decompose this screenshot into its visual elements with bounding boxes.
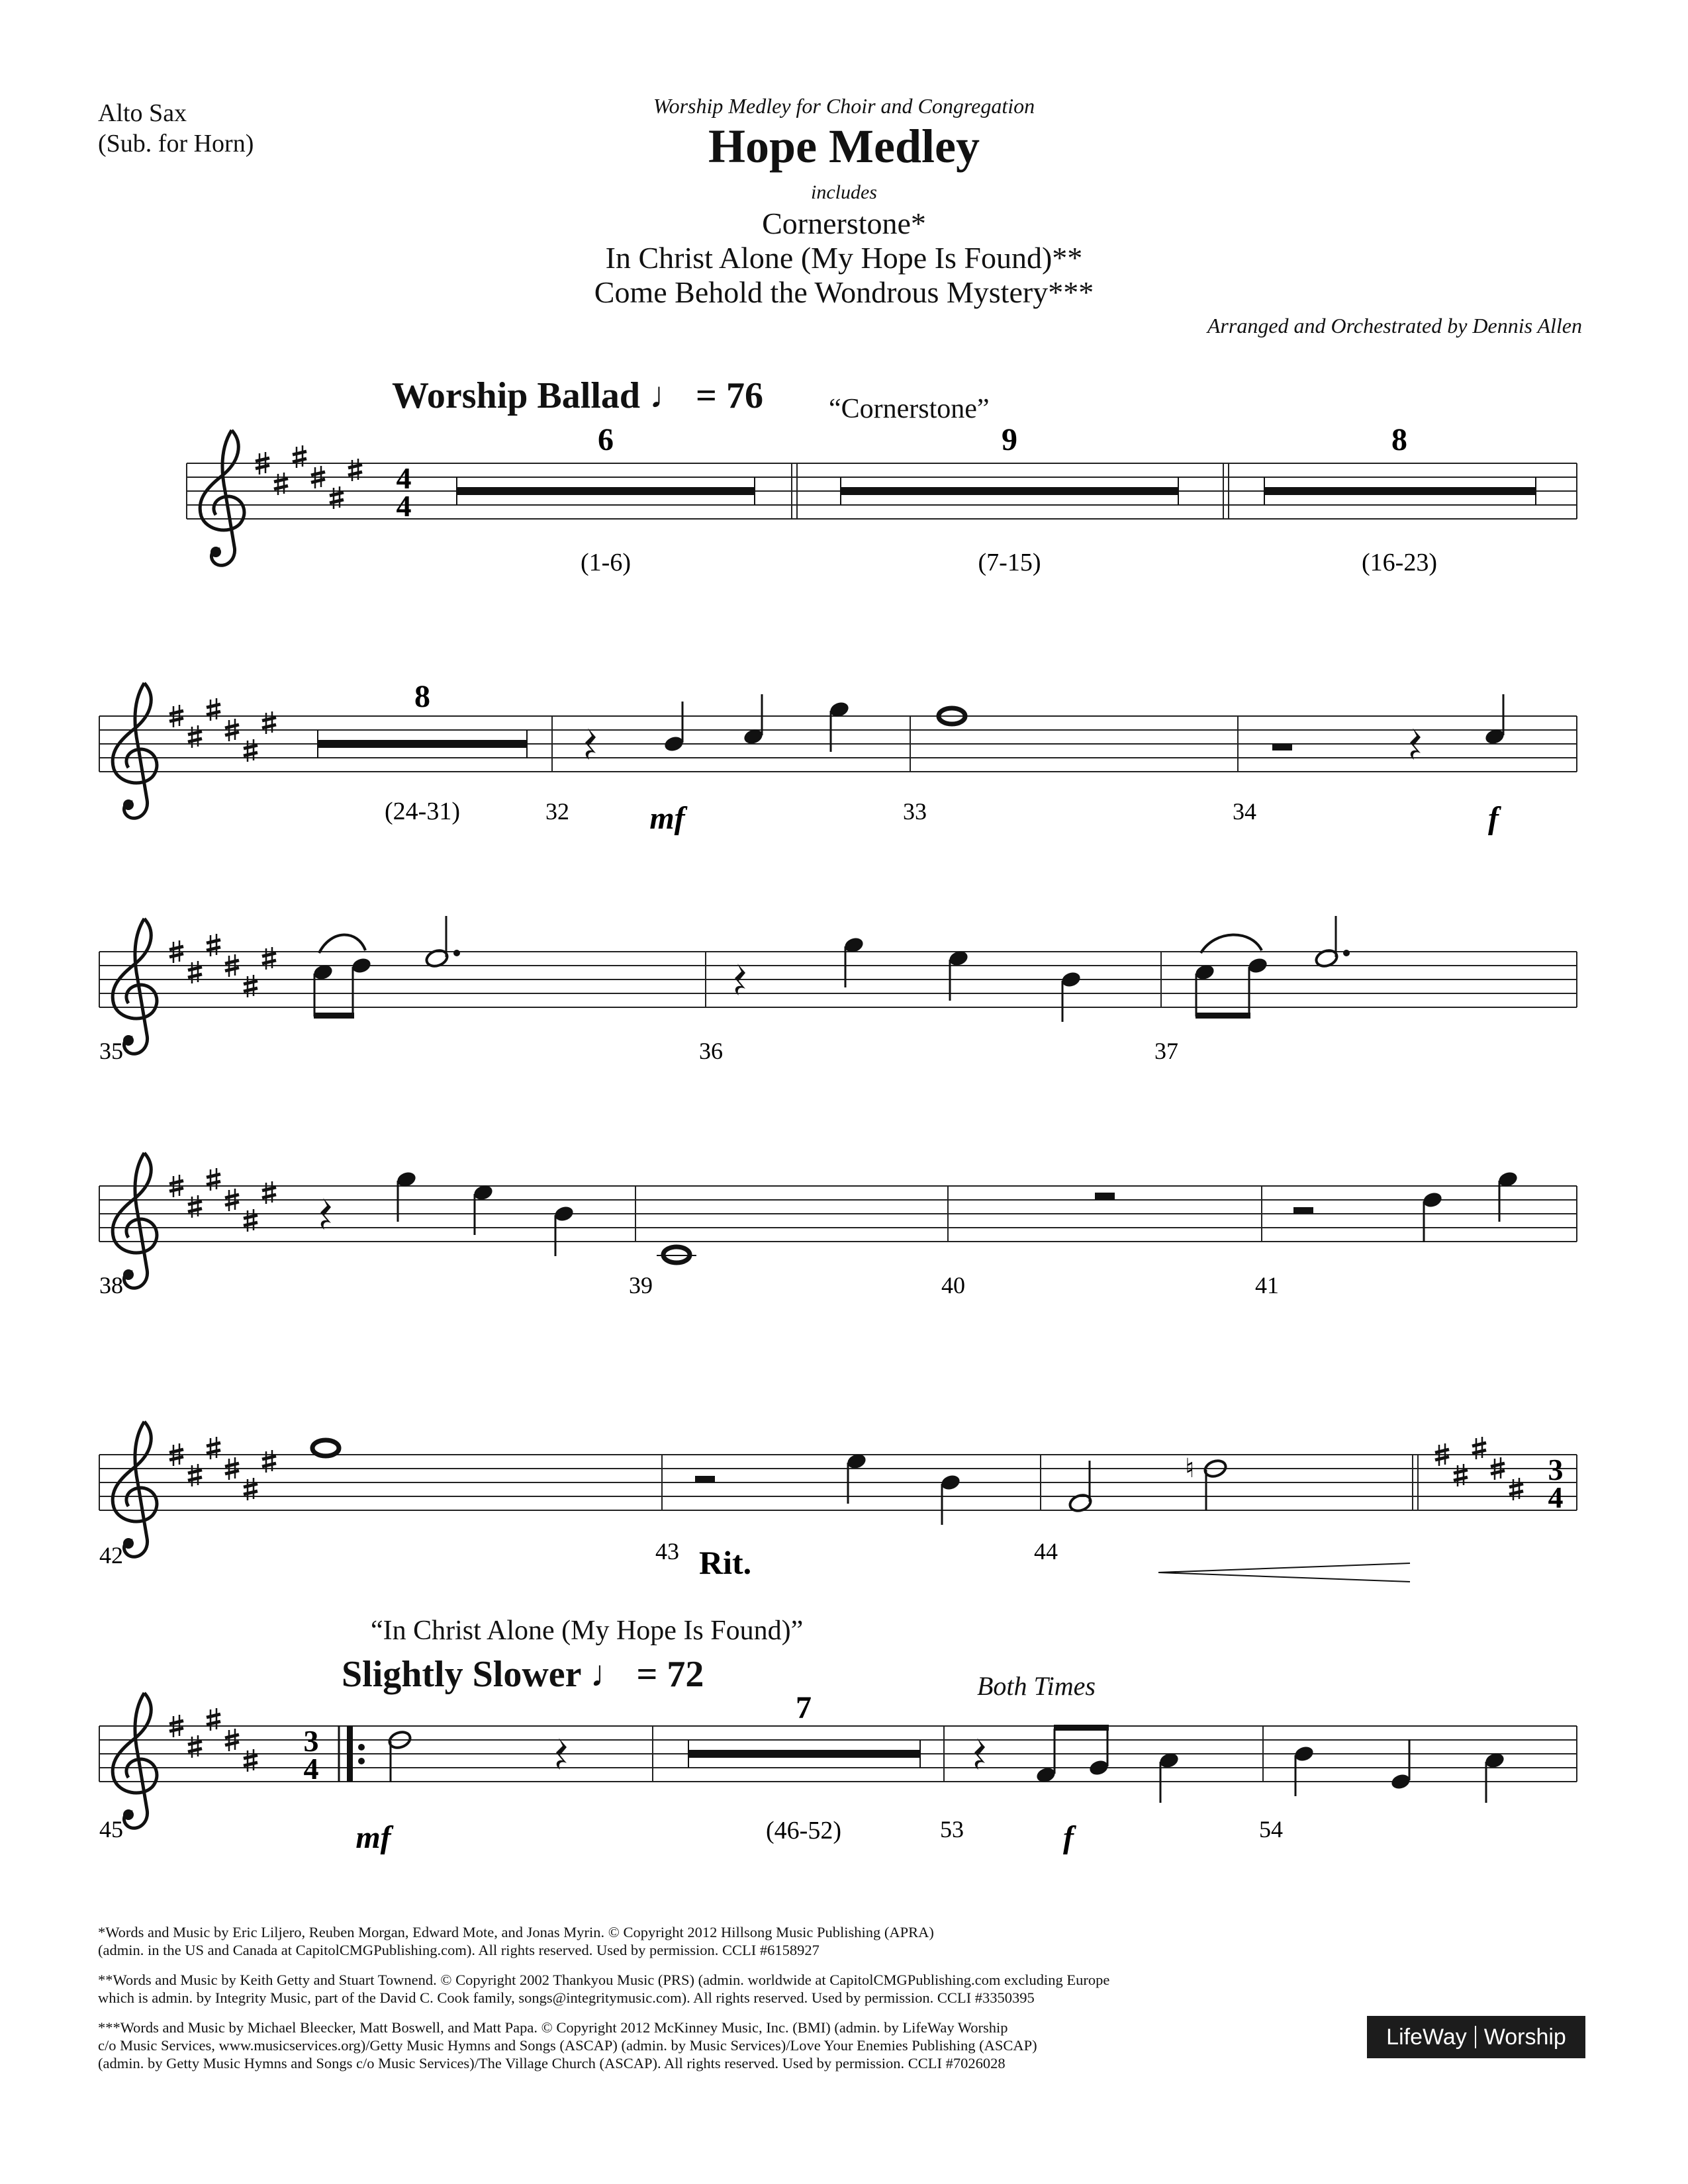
half-rest — [1272, 744, 1292, 751]
eighth-pair — [1035, 1725, 1109, 1784]
treble-clef-icon — [113, 919, 157, 1054]
measure-number: 35 — [99, 1038, 123, 1064]
note — [1293, 1745, 1315, 1796]
note — [1483, 694, 1505, 746]
measure-number: 44 — [1034, 1538, 1058, 1565]
whole-note — [657, 1247, 696, 1263]
measure-number: 38 — [99, 1272, 123, 1298]
dynamic-marking: mf — [355, 1820, 391, 1855]
copyright-note-3 — [98, 2019, 1223, 2072]
both-times-instruction: Both Times — [977, 1671, 1096, 1701]
rest-range: (46-52) — [766, 1817, 841, 1844]
measure-number: 37 — [1154, 1038, 1178, 1064]
song-title-in-christ-alone: “In Christ Alone (My Hope Is Found)” — [371, 1615, 804, 1646]
song-item: Come Behold the Wondrous Mystery*** — [594, 275, 1094, 309]
time-signature-3-4 — [304, 1724, 319, 1786]
logo-right: Worship — [1483, 2024, 1566, 2050]
eighth-pair — [312, 934, 372, 1019]
measure-number: 39 — [629, 1272, 653, 1298]
staff-system-1 — [187, 422, 1577, 576]
note — [1389, 1739, 1411, 1791]
whole-rest — [1095, 1193, 1115, 1200]
copyright-line: *Words and Music by Eric Liljero, Reuben Morgan, Edward Mote, and Jonas Myrin. © Copyright 2012 Hillsong Music Publishing (APRA) — [98, 1924, 934, 1940]
song-title-cornerstone: “Cornerstone” — [829, 394, 990, 424]
copyright-line: (admin. in the US and Canada at CapitolCMGPublishing.com). All rights reserved. Used by permission. CCLI #6158927 — [98, 1942, 820, 1958]
treble-clef-icon — [113, 683, 157, 818]
slur — [1201, 934, 1262, 953]
note — [663, 702, 684, 753]
tempo-value: = 72 — [636, 1654, 704, 1695]
logo-divider — [1475, 2026, 1476, 2048]
quarter-note-icon: ♩ — [590, 1654, 628, 1695]
svg-text:4: 4 — [303, 1752, 319, 1786]
song-item: In Christ Alone (My Hope Is Found)** — [605, 241, 1083, 275]
measure-number: 32 — [545, 798, 569, 825]
note — [1158, 1751, 1180, 1803]
logo-left: LifeWay — [1386, 2024, 1467, 2050]
note — [553, 1205, 575, 1256]
multimeasure-rest — [1264, 422, 1536, 576]
dynamic-marking: f — [1488, 801, 1499, 836]
natural-icon: ♮ — [1185, 1453, 1195, 1483]
rest-count: 6 — [598, 422, 614, 457]
copyright-line: ***Words and Music by Michael Bleecker, Matt Boswell, and Matt Papa. © Copyright 2012 McKinney Music, Inc. (BMI) (admin. by LifeWay Worship — [98, 2019, 1008, 2036]
instrument-name: Alto Sax — [98, 99, 187, 127]
treble-clef-icon — [113, 1693, 157, 1828]
svg-text:4: 4 — [1548, 1480, 1564, 1514]
svg-text:3: 3 — [1548, 1453, 1564, 1486]
copyright-note-2 — [98, 1971, 1223, 2007]
treble-clef-icon — [113, 1153, 157, 1288]
note — [1483, 1751, 1505, 1803]
half-rest — [1293, 1207, 1313, 1214]
rest-count: 8 — [1391, 422, 1407, 457]
staff-system-3 — [99, 916, 1577, 1064]
svg-text:4: 4 — [396, 461, 412, 495]
staff-system-4 — [99, 1153, 1577, 1298]
note — [742, 694, 764, 746]
measure-number: 54 — [1259, 1816, 1283, 1843]
lifeway-worship-logo — [1367, 2016, 1585, 2058]
copyright-line: which is admin. by Integrity Music, part of the David C. Cook family, songs@integritymusic.com). All rights reserved. Used by permission. CCLI #3350395 — [98, 1989, 1035, 2006]
copyright-line: **Words and Music by Keith Getty and Stuart Townend. © Copyright 2002 Thankyou Music (PRS) (admin. worldwide at CapitolCMGPublishing.com excluding Europe — [98, 1972, 1110, 1988]
measure-number: 36 — [699, 1038, 723, 1064]
note — [1421, 1191, 1443, 1242]
measure-number: 53 — [940, 1816, 964, 1843]
dynamic-marking: f — [1063, 1820, 1074, 1855]
measure-number: 40 — [941, 1272, 965, 1298]
rest-range: (16-23) — [1362, 549, 1437, 576]
arranger-credit: Arranged and Orchestrated by Dennis Allen — [1207, 314, 1582, 338]
measure-number: 41 — [1255, 1272, 1279, 1298]
rest-count: 9 — [1002, 422, 1017, 457]
copyright-line: (admin. by Getty Music Hymns and Songs c/o Music Services)/The Village Church (ASCAP). All rights reserved. Used by permission. CCLI #7026028 — [98, 2055, 1006, 2071]
repeat-barline — [347, 1726, 353, 1782]
time-signature-3-4 — [1548, 1453, 1564, 1514]
note — [939, 1473, 961, 1525]
rest-count: 7 — [796, 1690, 812, 1725]
dotted-half-note — [424, 916, 460, 969]
song-item: Cornerstone* — [762, 206, 926, 240]
half-note — [387, 1729, 412, 1782]
whole-note — [312, 1440, 339, 1456]
svg-text:4: 4 — [396, 489, 412, 523]
staff-system-6 — [99, 1690, 1577, 1855]
instrument-substitute: (Sub. for Horn) — [98, 130, 254, 158]
diminuendo-hairpin — [1158, 1563, 1410, 1572]
half-rest — [695, 1476, 715, 1482]
measure-number: 42 — [99, 1542, 123, 1569]
measure-number: 34 — [1233, 798, 1256, 825]
treble-clef-icon — [200, 430, 244, 565]
ritardando-marking: Rit. — [699, 1544, 752, 1581]
note — [1060, 970, 1082, 1022]
rest-count: 8 — [414, 679, 430, 714]
rest-range: (24-31) — [385, 797, 460, 825]
tempo-value: = 76 — [696, 375, 763, 416]
rest-range: (1-6) — [581, 549, 631, 576]
measure-number: 43 — [655, 1538, 679, 1565]
dotted-half-note — [1314, 916, 1350, 969]
measure-number: 33 — [903, 798, 927, 825]
treble-clef-icon — [113, 1422, 157, 1557]
medley-subtitle: Worship Medley for Choir and Congregation — [653, 94, 1035, 118]
staff-system-2 — [99, 679, 1577, 836]
multimeasure-rest — [841, 422, 1178, 576]
time-signature-4-4 — [397, 461, 412, 523]
tempo-text: Worship Ballad — [392, 375, 641, 416]
multimeasure-rest — [457, 422, 755, 576]
eighth-pair — [1194, 934, 1268, 1019]
svg-text:3: 3 — [303, 1724, 319, 1758]
tempo-text: Slightly Slower — [342, 1654, 581, 1695]
copyright-line: c/o Music Services, www.musicservices.org)/Getty Music Hymns and Songs (ASCAP) (admin. by Music Services)/Love Your Enemies Publishing (ASCAP) — [98, 2037, 1037, 2054]
staff-system-5 — [99, 1422, 1577, 1582]
multimeasure-rest — [318, 679, 527, 825]
page-title: Hope Medley — [708, 120, 980, 173]
includes-label: includes — [811, 181, 877, 203]
rest-range: (7-15) — [978, 549, 1041, 576]
copyright-note-1 — [98, 1923, 1223, 1959]
dynamic-marking: mf — [649, 801, 685, 836]
slur — [319, 934, 365, 953]
measure-number: 45 — [99, 1816, 123, 1843]
quarter-note-icon: ♩ — [649, 375, 687, 416]
